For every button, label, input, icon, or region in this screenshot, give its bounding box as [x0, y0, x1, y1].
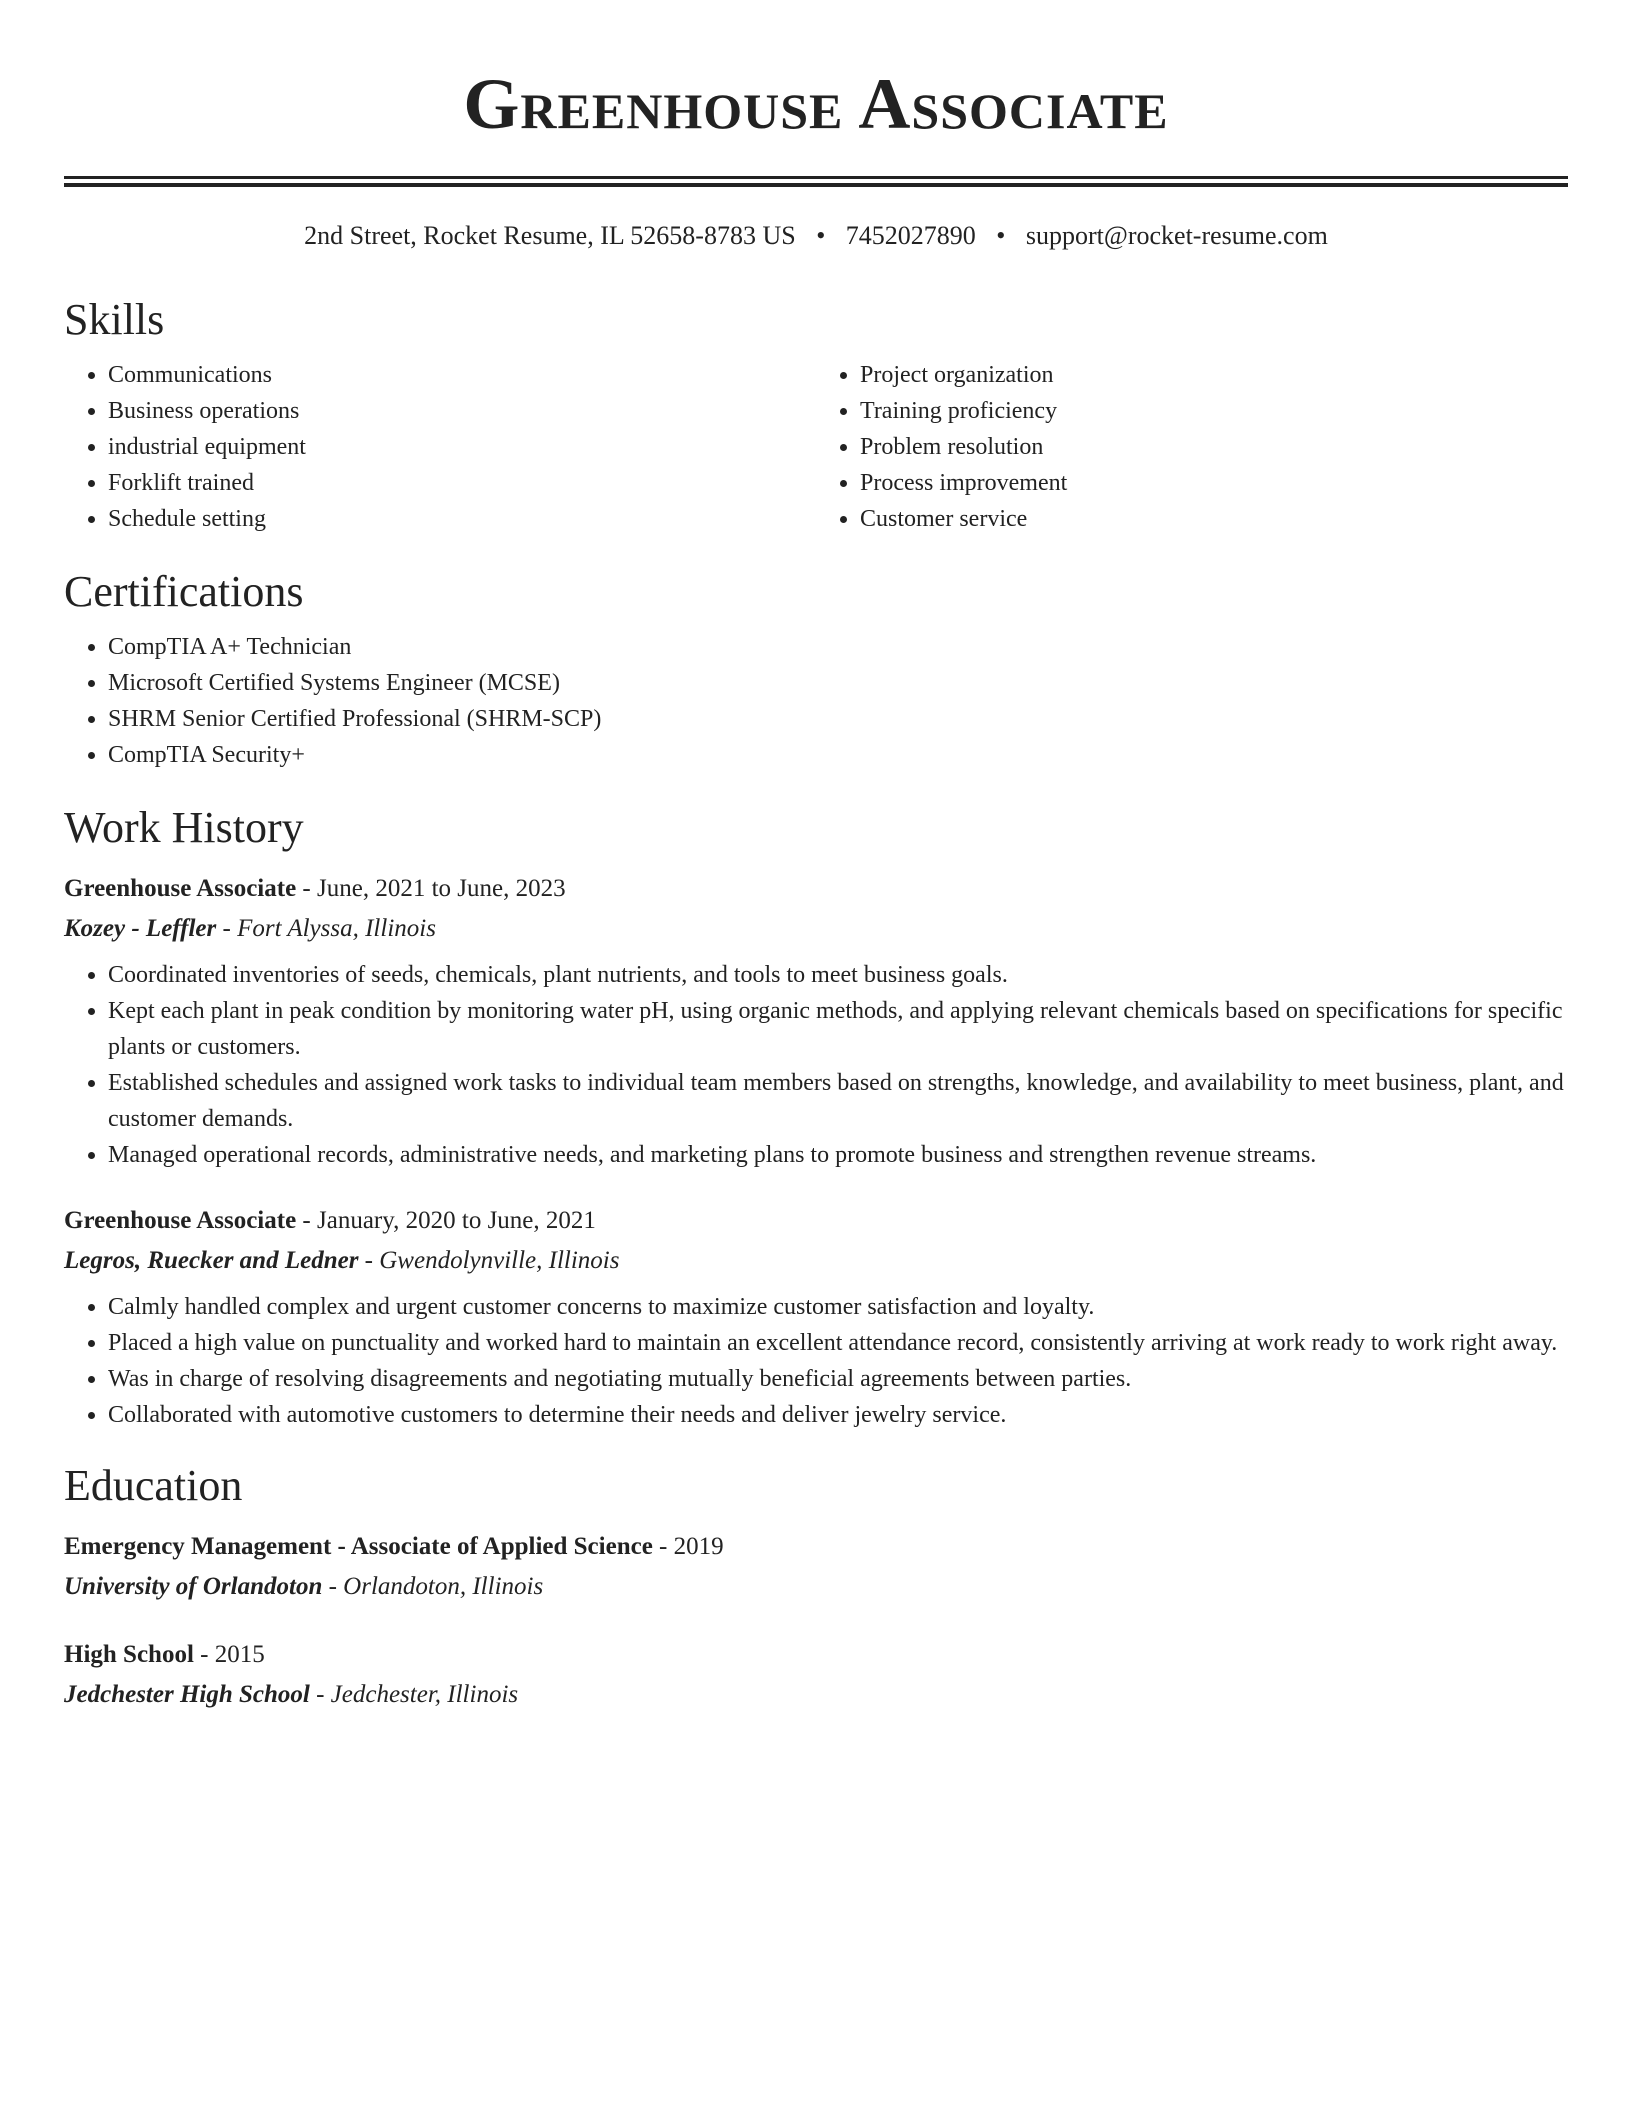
- job-bullet: • Established schedules and assigned work tasks to individual team members based on strengths, knowledge, and availability to meet business, plant, and customer demands.: [108, 1065, 1568, 1137]
- job-dates: - January, 2020 to June, 2021: [296, 1207, 596, 1234]
- skill-item: • Schedule setting: [108, 501, 816, 537]
- skill-item: • Project organization: [860, 357, 1568, 393]
- job-entry: [64, 1201, 1568, 1433]
- skills-heading: Skills: [64, 295, 165, 344]
- education-location: - Jedchester, Illinois: [309, 1681, 519, 1708]
- skill-item: • industrial equipment: [108, 429, 816, 465]
- job-location: - Fort Alyssa, Illinois: [216, 915, 436, 942]
- education-heading: Education: [64, 1461, 243, 1510]
- skill-item: • Process improvement: [860, 465, 1568, 501]
- job-bullet: • Kept each plant in peak condition by monitoring water pH, using organic methods, and applying relevant chemicals based on specifications for specific plants or customers.: [108, 993, 1568, 1065]
- job-bullet: • Managed operational records, administrative needs, and marketing plans to promote business and strengthen revenue streams.: [108, 1137, 1568, 1173]
- education-entry: [64, 1635, 1568, 1715]
- skill-item: • Forklift trained: [108, 465, 816, 501]
- skill-item: • Business operations: [108, 393, 816, 429]
- job-bullets: [64, 957, 1568, 1173]
- job-bullet: • Coordinated inventories of seeds, chemicals, plant nutrients, and tools to meet business goals.: [108, 957, 1568, 993]
- job-role: Greenhouse Associate: [64, 1207, 297, 1234]
- education-school: Jedchester High School: [64, 1681, 310, 1708]
- job-dates: - June, 2021 to June, 2023: [296, 875, 566, 902]
- certification-item: • CompTIA Security+: [108, 737, 1568, 773]
- contact-line: [64, 219, 1568, 253]
- job-employer: [64, 1241, 1568, 1281]
- education-year: - 2015: [193, 1641, 265, 1668]
- job-header: [64, 869, 1568, 909]
- header-divider: [64, 176, 1568, 187]
- education-year: - 2019: [652, 1533, 724, 1560]
- job-bullet: • Calmly handled complex and urgent customer concerns to maximize customer satisfaction and loyalty.: [108, 1289, 1568, 1325]
- skills-column-left: [64, 357, 816, 537]
- job-entry: [64, 869, 1568, 1173]
- job-bullets: [64, 1289, 1568, 1433]
- skill-item: • Customer service: [860, 501, 1568, 537]
- skill-item: • Training proficiency: [860, 393, 1568, 429]
- education-degree: High School: [64, 1641, 194, 1668]
- job-header: [64, 1201, 1568, 1241]
- certification-item: • CompTIA A+ Technician: [108, 629, 1568, 665]
- contact-separator: •: [816, 221, 826, 250]
- contact-address: 2nd Street, Rocket Resume, IL 52658-8783 US: [304, 221, 796, 250]
- contact-email: support@rocket-resume.com: [1025, 221, 1328, 250]
- skills-list: [64, 357, 1568, 537]
- job-bullet: • Placed a high value on punctuality and worked hard to maintain an excellent attendance record, consistently arriving at work ready to work right away.: [108, 1325, 1568, 1361]
- contact-separator: •: [996, 221, 1006, 250]
- education-entry: [64, 1527, 1568, 1607]
- job-employer: [64, 909, 1568, 949]
- job-bullet: • Was in charge of resolving disagreements and negotiating mutually beneficial agreements between parties.: [108, 1361, 1568, 1397]
- job-role: Greenhouse Associate: [64, 875, 297, 902]
- work-history-heading: Work History: [64, 803, 304, 852]
- education-header: [64, 1635, 1568, 1675]
- job-location: - Gwendolynville, Illinois: [358, 1247, 620, 1274]
- certification-item: • Microsoft Certified Systems Engineer (MCSE): [108, 665, 1568, 701]
- job-bullet: • Collaborated with automotive customers to determine their needs and deliver jewelry service.: [108, 1397, 1568, 1433]
- education-header: [64, 1527, 1568, 1567]
- education-institution: [64, 1567, 1568, 1607]
- resume-name: Greenhouse Associate: [463, 64, 1169, 144]
- education-degree: Emergency Management - Associate of Applied Science: [64, 1533, 653, 1560]
- contact-phone: 7452027890: [845, 221, 976, 250]
- skill-item: • Problem resolution: [860, 429, 1568, 465]
- skill-item: • Communications: [108, 357, 816, 393]
- certifications-list: [64, 629, 1568, 773]
- skills-column-right: [816, 357, 1568, 537]
- job-company: Kozey - Leffler: [64, 915, 217, 942]
- education-location: - Orlandoton, Illinois: [322, 1573, 544, 1600]
- certifications-heading: Certifications: [64, 567, 304, 616]
- certification-item: • SHRM Senior Certified Professional (SHRM-SCP): [108, 701, 1568, 737]
- job-company: Legros, Ruecker and Ledner: [64, 1247, 359, 1274]
- education-school: University of Orlandoton: [64, 1573, 323, 1600]
- education-institution: [64, 1675, 1568, 1715]
